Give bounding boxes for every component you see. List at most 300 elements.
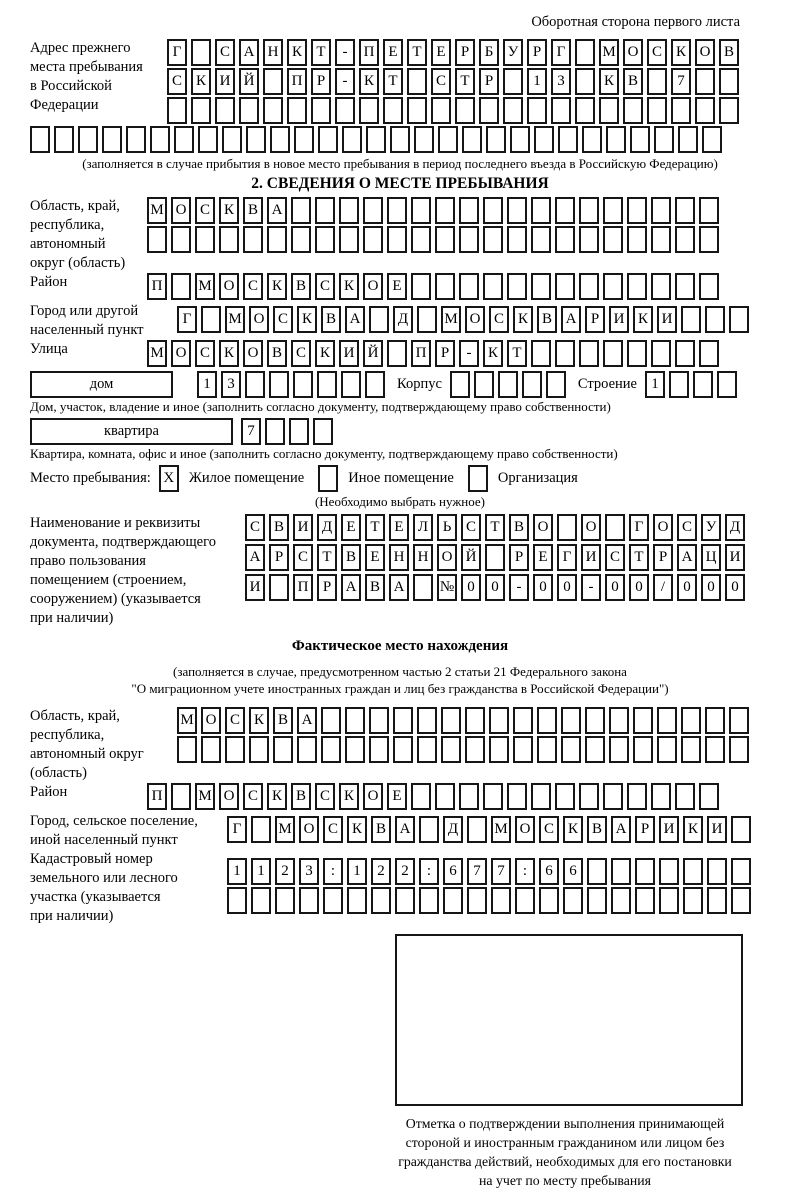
char-cell[interactable]: Е xyxy=(341,514,361,541)
char-cell[interactable] xyxy=(297,736,317,763)
char-cell[interactable]: - xyxy=(335,68,355,95)
char-cell[interactable]: А xyxy=(239,39,259,66)
char-cell[interactable]: У xyxy=(701,514,721,541)
char-cell[interactable] xyxy=(263,97,283,124)
char-cell[interactable]: Е xyxy=(387,783,407,810)
char-cell[interactable] xyxy=(171,226,191,253)
char-cell[interactable]: А xyxy=(341,574,361,601)
char-cell[interactable]: О xyxy=(653,514,673,541)
char-cell[interactable] xyxy=(342,126,362,153)
char-cell[interactable] xyxy=(717,371,737,398)
char-cell[interactable] xyxy=(579,226,599,253)
char-cell[interactable] xyxy=(675,340,695,367)
char-cell[interactable] xyxy=(459,783,479,810)
char-cell[interactable]: - xyxy=(509,574,529,601)
char-cell[interactable]: И xyxy=(725,544,745,571)
char-cell[interactable] xyxy=(657,707,677,734)
char-cell[interactable]: 3 xyxy=(221,371,241,398)
char-cell[interactable] xyxy=(435,273,455,300)
char-cell[interactable] xyxy=(561,707,581,734)
char-cell[interactable]: П xyxy=(287,68,307,95)
char-cell[interactable]: Р xyxy=(653,544,673,571)
char-cell[interactable] xyxy=(611,887,631,914)
char-cell[interactable] xyxy=(627,783,647,810)
char-cell[interactable] xyxy=(563,887,583,914)
char-cell[interactable]: К xyxy=(267,783,287,810)
char-cell[interactable] xyxy=(387,226,407,253)
char-cell[interactable] xyxy=(537,736,557,763)
char-cell[interactable] xyxy=(503,68,523,95)
char-cell[interactable]: А xyxy=(267,197,287,224)
char-cell[interactable] xyxy=(489,736,509,763)
char-cell[interactable] xyxy=(651,197,671,224)
char-cell[interactable] xyxy=(507,226,527,253)
char-cell[interactable]: В xyxy=(273,707,293,734)
char-cell[interactable]: Р xyxy=(435,340,455,367)
char-cell[interactable]: 0 xyxy=(485,574,505,601)
char-cell[interactable]: : xyxy=(419,858,439,885)
char-cell[interactable]: 0 xyxy=(629,574,649,601)
char-cell[interactable]: № xyxy=(437,574,457,601)
char-cell[interactable] xyxy=(177,736,197,763)
char-cell[interactable]: 1 xyxy=(347,858,367,885)
char-cell[interactable] xyxy=(450,371,470,398)
char-cell[interactable] xyxy=(651,226,671,253)
char-cell[interactable] xyxy=(195,226,215,253)
char-cell[interactable] xyxy=(219,226,239,253)
char-cell[interactable]: 0 xyxy=(533,574,553,601)
char-cell[interactable] xyxy=(467,887,487,914)
char-cell[interactable] xyxy=(627,197,647,224)
char-cell[interactable] xyxy=(627,226,647,253)
char-cell[interactable] xyxy=(443,887,463,914)
char-cell[interactable]: Й xyxy=(363,340,383,367)
char-cell[interactable] xyxy=(695,97,715,124)
char-cell[interactable] xyxy=(522,371,542,398)
char-cell[interactable] xyxy=(546,371,566,398)
char-cell[interactable]: А xyxy=(389,574,409,601)
char-cell[interactable]: К xyxy=(191,68,211,95)
char-cell[interactable] xyxy=(227,887,247,914)
char-cell[interactable] xyxy=(669,371,689,398)
char-cell[interactable] xyxy=(507,197,527,224)
char-cell[interactable] xyxy=(417,736,437,763)
char-cell[interactable] xyxy=(387,340,407,367)
char-cell[interactable]: В xyxy=(623,68,643,95)
char-cell[interactable]: Д xyxy=(393,306,413,333)
char-cell[interactable]: Ь xyxy=(437,514,457,541)
char-cell[interactable]: 3 xyxy=(299,858,319,885)
char-cell[interactable]: С xyxy=(243,783,263,810)
char-cell[interactable] xyxy=(347,887,367,914)
char-cell[interactable]: К xyxy=(219,340,239,367)
char-cell[interactable] xyxy=(251,887,271,914)
char-cell[interactable]: В xyxy=(267,340,287,367)
char-cell[interactable]: С xyxy=(225,707,245,734)
char-cell[interactable] xyxy=(341,371,361,398)
char-cell[interactable]: Д xyxy=(725,514,745,541)
char-cell[interactable] xyxy=(393,736,413,763)
char-cell[interactable] xyxy=(603,197,623,224)
char-cell[interactable] xyxy=(651,340,671,367)
char-cell[interactable]: С xyxy=(677,514,697,541)
char-cell[interactable] xyxy=(705,306,725,333)
char-cell[interactable]: 1 xyxy=(197,371,217,398)
char-cell[interactable]: К xyxy=(483,340,503,367)
char-cell[interactable] xyxy=(555,273,575,300)
char-cell[interactable]: С xyxy=(245,514,265,541)
char-cell[interactable]: 1 xyxy=(227,858,247,885)
char-cell[interactable] xyxy=(441,736,461,763)
char-cell[interactable] xyxy=(534,126,554,153)
char-cell[interactable] xyxy=(267,226,287,253)
char-cell[interactable]: Т xyxy=(383,68,403,95)
char-cell[interactable] xyxy=(345,736,365,763)
char-cell[interactable] xyxy=(683,858,703,885)
char-cell[interactable] xyxy=(239,97,259,124)
char-cell[interactable] xyxy=(479,97,499,124)
char-cell[interactable]: О xyxy=(465,306,485,333)
char-cell[interactable] xyxy=(413,574,433,601)
char-cell[interactable] xyxy=(507,783,527,810)
char-cell[interactable] xyxy=(729,306,749,333)
char-cell[interactable] xyxy=(289,418,309,445)
char-cell[interactable]: О xyxy=(515,816,535,843)
char-cell[interactable] xyxy=(321,707,341,734)
char-cell[interactable]: И xyxy=(215,68,235,95)
char-cell[interactable] xyxy=(383,97,403,124)
char-cell[interactable] xyxy=(587,887,607,914)
char-cell[interactable] xyxy=(707,858,727,885)
char-cell[interactable] xyxy=(273,736,293,763)
char-cell[interactable] xyxy=(699,197,719,224)
char-cell[interactable]: 6 xyxy=(539,858,559,885)
char-cell[interactable]: В xyxy=(291,783,311,810)
char-cell[interactable] xyxy=(609,736,629,763)
char-cell[interactable] xyxy=(654,126,674,153)
char-cell[interactable]: П xyxy=(147,273,167,300)
char-cell[interactable] xyxy=(263,68,283,95)
char-cell[interactable]: Т xyxy=(311,39,331,66)
char-cell[interactable] xyxy=(363,226,383,253)
char-cell[interactable]: Г xyxy=(629,514,649,541)
char-cell[interactable] xyxy=(467,816,487,843)
char-cell[interactable]: М xyxy=(491,816,511,843)
char-cell[interactable]: О xyxy=(219,783,239,810)
char-cell[interactable] xyxy=(485,544,505,571)
char-cell[interactable]: П xyxy=(147,783,167,810)
char-cell[interactable]: О xyxy=(171,340,191,367)
char-cell[interactable] xyxy=(579,783,599,810)
char-cell[interactable]: : xyxy=(515,858,535,885)
char-cell[interactable]: О xyxy=(581,514,601,541)
char-cell[interactable] xyxy=(269,574,289,601)
char-cell[interactable] xyxy=(483,226,503,253)
char-cell[interactable] xyxy=(555,197,575,224)
char-cell[interactable] xyxy=(369,736,389,763)
char-cell[interactable]: К xyxy=(267,273,287,300)
char-cell[interactable] xyxy=(671,97,691,124)
char-cell[interactable]: Г xyxy=(227,816,247,843)
char-cell[interactable] xyxy=(705,707,725,734)
char-cell[interactable] xyxy=(498,371,518,398)
char-cell[interactable] xyxy=(531,226,551,253)
char-cell[interactable]: 2 xyxy=(275,858,295,885)
char-cell[interactable]: Р xyxy=(269,544,289,571)
char-cell[interactable]: 2 xyxy=(371,858,391,885)
char-cell[interactable]: Д xyxy=(443,816,463,843)
char-cell[interactable] xyxy=(561,736,581,763)
char-cell[interactable]: К xyxy=(315,340,335,367)
char-cell[interactable] xyxy=(339,197,359,224)
char-cell[interactable] xyxy=(321,736,341,763)
char-cell[interactable] xyxy=(435,783,455,810)
char-cell[interactable]: А xyxy=(297,707,317,734)
char-cell[interactable]: 0 xyxy=(725,574,745,601)
char-cell[interactable] xyxy=(603,226,623,253)
char-cell[interactable]: В xyxy=(719,39,739,66)
char-cell[interactable] xyxy=(459,226,479,253)
char-cell[interactable] xyxy=(557,514,577,541)
char-cell[interactable]: 1 xyxy=(251,858,271,885)
stay-checkbox-other[interactable] xyxy=(318,465,338,492)
char-cell[interactable] xyxy=(699,340,719,367)
char-cell[interactable] xyxy=(419,816,439,843)
char-cell[interactable] xyxy=(603,783,623,810)
char-cell[interactable] xyxy=(465,736,485,763)
stay-checkbox-organization[interactable] xyxy=(468,465,488,492)
char-cell[interactable]: Н xyxy=(389,544,409,571)
char-cell[interactable] xyxy=(246,126,266,153)
char-cell[interactable]: В xyxy=(243,197,263,224)
char-cell[interactable] xyxy=(323,887,343,914)
char-cell[interactable] xyxy=(201,306,221,333)
char-cell[interactable] xyxy=(419,887,439,914)
char-cell[interactable] xyxy=(527,97,547,124)
char-cell[interactable] xyxy=(191,97,211,124)
char-cell[interactable]: Д xyxy=(317,514,337,541)
char-cell[interactable] xyxy=(515,887,535,914)
char-cell[interactable] xyxy=(633,736,653,763)
char-cell[interactable]: О xyxy=(201,707,221,734)
char-cell[interactable]: В xyxy=(509,514,529,541)
char-cell[interactable]: К xyxy=(599,68,619,95)
char-cell[interactable] xyxy=(167,97,187,124)
char-cell[interactable]: К xyxy=(347,816,367,843)
char-cell[interactable] xyxy=(491,887,511,914)
char-cell[interactable]: К xyxy=(297,306,317,333)
char-cell[interactable]: Е xyxy=(431,39,451,66)
char-cell[interactable]: Й xyxy=(239,68,259,95)
char-cell[interactable]: К xyxy=(683,816,703,843)
char-cell[interactable] xyxy=(459,197,479,224)
char-cell[interactable] xyxy=(695,68,715,95)
char-cell[interactable]: О xyxy=(363,783,383,810)
char-cell[interactable] xyxy=(339,226,359,253)
char-cell[interactable]: О xyxy=(171,197,191,224)
char-cell[interactable]: Е xyxy=(365,544,385,571)
char-cell[interactable] xyxy=(462,126,482,153)
char-cell[interactable] xyxy=(633,707,653,734)
char-cell[interactable]: Т xyxy=(485,514,505,541)
char-cell[interactable] xyxy=(414,126,434,153)
char-cell[interactable] xyxy=(729,736,749,763)
char-cell[interactable] xyxy=(191,39,211,66)
char-cell[interactable] xyxy=(269,371,289,398)
char-cell[interactable]: В xyxy=(587,816,607,843)
char-cell[interactable]: 0 xyxy=(701,574,721,601)
char-cell[interactable] xyxy=(293,371,313,398)
char-cell[interactable] xyxy=(438,126,458,153)
char-cell[interactable] xyxy=(606,126,626,153)
char-cell[interactable] xyxy=(417,707,437,734)
char-cell[interactable] xyxy=(369,707,389,734)
char-cell[interactable] xyxy=(245,371,265,398)
char-cell[interactable]: И xyxy=(657,306,677,333)
char-cell[interactable]: О xyxy=(363,273,383,300)
stay-checkbox-residential[interactable]: X xyxy=(159,465,179,492)
char-cell[interactable]: Г xyxy=(177,306,197,333)
char-cell[interactable]: И xyxy=(581,544,601,571)
char-cell[interactable]: К xyxy=(339,783,359,810)
char-cell[interactable] xyxy=(150,126,170,153)
char-cell[interactable] xyxy=(395,887,415,914)
char-cell[interactable] xyxy=(699,226,719,253)
char-cell[interactable] xyxy=(222,126,242,153)
char-cell[interactable] xyxy=(531,197,551,224)
char-cell[interactable] xyxy=(513,707,533,734)
char-cell[interactable]: - xyxy=(459,340,479,367)
char-cell[interactable] xyxy=(731,858,751,885)
char-cell[interactable]: О xyxy=(437,544,457,571)
char-cell[interactable] xyxy=(675,226,695,253)
char-cell[interactable] xyxy=(531,273,551,300)
char-cell[interactable] xyxy=(611,858,631,885)
char-cell[interactable] xyxy=(393,707,413,734)
char-cell[interactable]: 7 xyxy=(467,858,487,885)
char-cell[interactable]: У xyxy=(503,39,523,66)
char-cell[interactable]: К xyxy=(671,39,691,66)
char-cell[interactable]: С xyxy=(167,68,187,95)
char-cell[interactable]: К xyxy=(339,273,359,300)
char-cell[interactable]: В xyxy=(269,514,289,541)
char-cell[interactable]: М xyxy=(177,707,197,734)
char-cell[interactable] xyxy=(369,306,389,333)
char-cell[interactable]: И xyxy=(707,816,727,843)
char-cell[interactable] xyxy=(681,707,701,734)
char-cell[interactable] xyxy=(483,197,503,224)
char-cell[interactable] xyxy=(503,97,523,124)
char-cell[interactable]: В xyxy=(291,273,311,300)
char-cell[interactable]: С xyxy=(461,514,481,541)
char-cell[interactable]: М xyxy=(599,39,619,66)
char-cell[interactable] xyxy=(647,97,667,124)
char-cell[interactable]: М xyxy=(147,340,167,367)
char-cell[interactable]: И xyxy=(609,306,629,333)
char-cell[interactable] xyxy=(215,97,235,124)
char-cell[interactable] xyxy=(318,126,338,153)
char-cell[interactable]: Т xyxy=(455,68,475,95)
char-cell[interactable] xyxy=(483,783,503,810)
char-cell[interactable] xyxy=(243,226,263,253)
char-cell[interactable] xyxy=(299,887,319,914)
char-cell[interactable] xyxy=(171,783,191,810)
char-cell[interactable] xyxy=(630,126,650,153)
char-cell[interactable]: М xyxy=(195,783,215,810)
char-cell[interactable]: Т xyxy=(407,39,427,66)
char-cell[interactable]: В xyxy=(365,574,385,601)
char-cell[interactable] xyxy=(363,197,383,224)
char-cell[interactable]: К xyxy=(219,197,239,224)
char-cell[interactable]: Р xyxy=(317,574,337,601)
char-cell[interactable]: И xyxy=(659,816,679,843)
char-cell[interactable] xyxy=(417,306,437,333)
char-cell[interactable] xyxy=(291,226,311,253)
char-cell[interactable]: М xyxy=(147,197,167,224)
char-cell[interactable]: Р xyxy=(509,544,529,571)
char-cell[interactable]: М xyxy=(225,306,245,333)
char-cell[interactable]: С xyxy=(315,783,335,810)
char-cell[interactable]: Й xyxy=(461,544,481,571)
char-cell[interactable]: И xyxy=(339,340,359,367)
char-cell[interactable] xyxy=(693,371,713,398)
char-cell[interactable] xyxy=(681,306,701,333)
char-cell[interactable] xyxy=(539,887,559,914)
char-cell[interactable] xyxy=(407,97,427,124)
char-cell[interactable]: 6 xyxy=(443,858,463,885)
char-cell[interactable] xyxy=(313,418,333,445)
char-cell[interactable] xyxy=(603,340,623,367)
char-cell[interactable]: А xyxy=(395,816,415,843)
char-cell[interactable] xyxy=(537,707,557,734)
char-cell[interactable]: К xyxy=(513,306,533,333)
char-cell[interactable] xyxy=(435,226,455,253)
char-cell[interactable]: Б xyxy=(479,39,499,66)
char-cell[interactable]: 1 xyxy=(527,68,547,95)
char-cell[interactable] xyxy=(249,736,269,763)
char-cell[interactable] xyxy=(585,736,605,763)
char-cell[interactable]: О xyxy=(249,306,269,333)
char-cell[interactable] xyxy=(558,126,578,153)
char-cell[interactable] xyxy=(587,858,607,885)
char-cell[interactable] xyxy=(174,126,194,153)
char-cell[interactable]: 0 xyxy=(461,574,481,601)
char-cell[interactable] xyxy=(605,514,625,541)
char-cell[interactable] xyxy=(579,197,599,224)
char-cell[interactable]: Н xyxy=(413,544,433,571)
char-cell[interactable] xyxy=(315,226,335,253)
char-cell[interactable]: А xyxy=(345,306,365,333)
char-cell[interactable]: К xyxy=(359,68,379,95)
char-cell[interactable] xyxy=(719,68,739,95)
char-cell[interactable] xyxy=(198,126,218,153)
char-cell[interactable]: М xyxy=(275,816,295,843)
char-cell[interactable]: 6 xyxy=(563,858,583,885)
char-cell[interactable] xyxy=(555,226,575,253)
char-cell[interactable] xyxy=(635,858,655,885)
char-cell[interactable] xyxy=(575,39,595,66)
char-cell[interactable] xyxy=(582,126,602,153)
char-cell[interactable]: О xyxy=(695,39,715,66)
char-cell[interactable] xyxy=(390,126,410,153)
char-cell[interactable] xyxy=(407,68,427,95)
char-cell[interactable]: Г xyxy=(557,544,577,571)
char-cell[interactable] xyxy=(659,858,679,885)
char-cell[interactable] xyxy=(102,126,122,153)
char-cell[interactable]: С xyxy=(431,68,451,95)
char-cell[interactable]: 0 xyxy=(677,574,697,601)
char-cell[interactable] xyxy=(657,736,677,763)
